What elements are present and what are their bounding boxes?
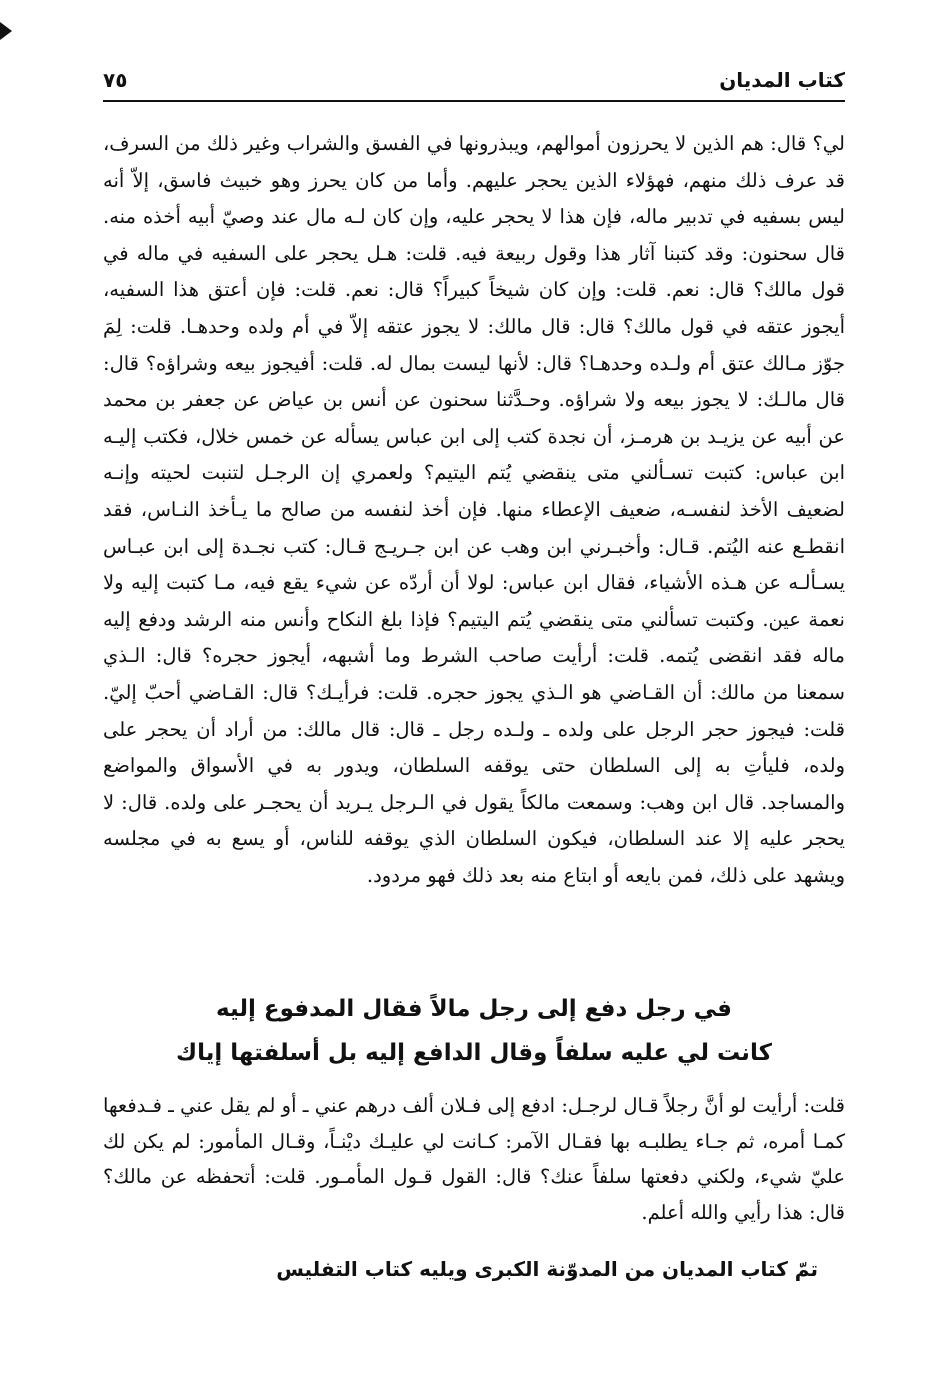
closing-note: تمّ كتاب المديان من المدوّنة الكبرى ويليه كتاب التفليس [276, 1257, 818, 1281]
qa-text-block [103, 1088, 845, 1230]
section-heading [103, 987, 845, 1075]
running-title: كتاب المديان [719, 68, 845, 92]
qa-paragraph: قلت: أرأيت لو أنَّ رجلاً قـال لرجـل: ادفع إلى فـلان ألف درهم عني ـ أو لم يقل عني ـ فـدفعها كمـا أمره، ثم جـاء يطلبـه بها فقـال الآمر: كـانت لي عليـك ديْنـاً، وقـال المأمور: لم يكن لك عليّ شيء، ولكني دفعتها سلفاً عنك؟ قال: القول قـول المأمـور. قلت: أتحفظه عن مالك؟ قال: هذا رأيي والله أعلم. [103, 1094, 845, 1224]
page-number: ٧٥ [103, 68, 128, 92]
corner-scan-mark [0, 22, 12, 40]
section-heading-line-1: في رجل دفع إلى رجل مالاً فقال المدفوع إليه [216, 996, 732, 1022]
section-heading-line-2: كانت لي عليه سلفاً وقال الدافع إليه بل أسلفتها إياك [176, 1040, 772, 1066]
header-rule [103, 100, 845, 102]
main-text-block [103, 126, 845, 894]
page-header [103, 62, 845, 100]
main-paragraph: لي؟ قال: هم الذين لا يحرزون أموالهم، ويبذرونها في الفسق والشراب وغير ذلك من السرف، قد عرف ذلك منهم، فهؤلاء الذين يحجر عليهم. وأما من كان يحرز وهو خبيث فاسق، إلاّ أنه ليس بسفيه في تدبير ماله، فإن هذا لا يحجر عليه، وإن كان لـه مال عند وصيّ أبيه أخذه منه. قال سحنون: وقد كتبنا آثار هذا وقول ربيعة فيه. قلت: هـل يحجر على السفيه في ماله في قول مالك؟ قال: نعم. قلت: وإن كان شيخاً كبيراً؟ قال: نعم. قلت: فإن أعتق هذا السفيه، أيجوز عتقه في قول مالك؟ قال: قال مالك: لا يجوز عتقه إلاّ في أم ولده وحدهـا. قلت: لِمَ جوّز مـالك عتق أم ولـده وحدهـا؟ قال: لأنها ليست بمال له. قلت: أفيجوز بيعه وشراؤه؟ قال: قال مالـك: لا يجوز بيعه ولا شراؤه. وحـدَّثنا سحنون عن أنس بن عياض عن جعفر بن محمد عن أبيه عن يزيـد بن هرمـز، أن نجدة كتب إلى ابن عباس يسأله عن خمس خلال، فكتب إليـه ابن عباس: كتبت تسـألني متى ينقضي يُتم اليتيم؟ ولعمري إن الرجـل لتنبت لحيته وإنـه لضعيف الأخذ لنفسـه، ضعيف الإعطاء منها. فإن أخذ لنفسه من صالح ما يـأخذ النـاس، فقد انقطـع عنه اليُتم. قـال: وأخبـرني ابن وهب عن ابن جـريـج قـال: كتب نجـدة إلى ابن عبـاس يسـألـه عن هـذه الأشياء، فقال ابن عباس: لولا أن أردّه عن شيء يقع فيه، مـا كتبت إليه ولا نعمة عين. وكتبت تسألني متى ينقضي يُتم اليتيم؟ فإذا بلغ النكاح وأنس منه الرشد ودفع إليه ماله فقد انقضى يُتمه. قلت: أرأيت صاحب الشرط وما أشبهه، أيجوز حجره؟ قال: الـذي سمعنا من مالك: أن القـاضي هو الـذي يجوز حجره. قلت: فرأيـك؟ قال: القـاضي أحبّ إليّ. قلت: فيجوز حجر الرجل على ولده ـ ولـده رجل ـ قال: قال مالك: من أراد أن يحجر على ولده، فليأتِ به إلى السلطان حتى يوقفه السلطان، ويدور به في الأسواق والمواضع والمساجد. قال ابن وهب: وسمعت مالكاً يقول في الـرجل يـريد أن يحجـر على ولده. قال: لا يحجر عليه إلا عند السلطان، فيكون السلطان الذي يوقفه للناس، أو يسع به في مجلسه ويشهد على ذلك، فمن بايعه أو ابتاع منه بعد ذلك فهو مردود. [103, 132, 845, 887]
